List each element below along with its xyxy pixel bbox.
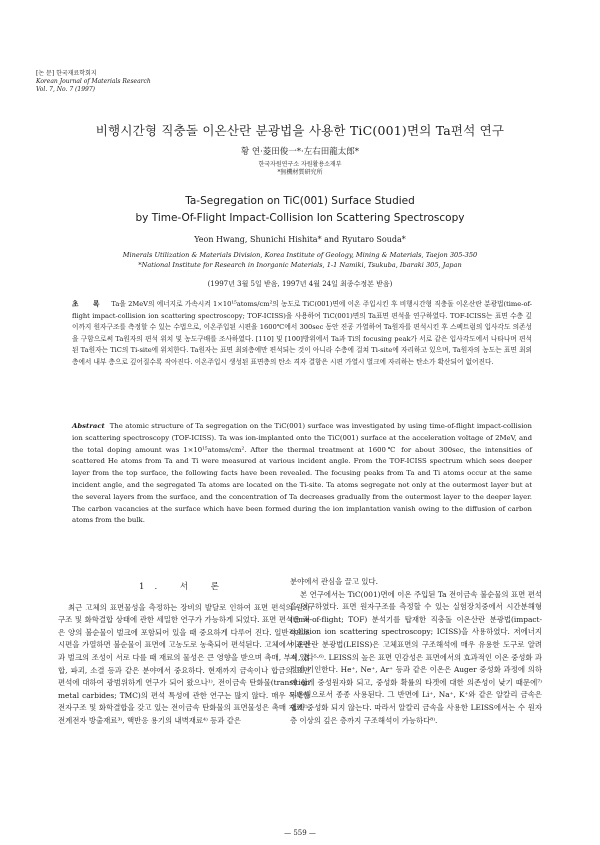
abstract-korean-text: Ta을 2MeV의 에너지로 가속시켜 1×10¹⁵atoms/cm²의 농도로 TiC(001)면에 이온 주입시킨 후 비행시간형 직충돌 이온산란 분광법(time-of-flight impact-collision ion scattering spectroscopy; TOF-ICISS)을 사용하여 TiC(001)면의 Ta표면 편석을 연구하였다. TOF-ICISS는 표면 수층 깊이까지 원자구조를 측정할 수 있는 수법으로, 이온주입된 시편을 1600℃에서 300sec 동안 진공 가열하여 Ta원자를 편석시킨 후 스펙트럼의 입사각도 의존성을 구함으로써 Ta원자의 편석 위치 및 농도구배를 조사하였다. [110] 및 [100]방위에서 Ta과 Ti의 focusing peak가 서로 같은 입사각도에서 나타나며 편석된 Ta원자는 TiC의 Ti-site에 위치한다. Ta원자는 표면 최외층에만 편석되는 것이 아니라 수층에 걸쳐 Ti-site에 자리하고 있으며, Ta원자의 농도는 표면 최외층에서 내부 층으로 깊어질수록 작아진다. 이온주입시 생성된 표면층의 탄소 격자 결함은 시편 가열시 벌크에 자리하는 탄소가 확산되어 없어진다. bbox=[72, 300, 532, 366]
journal-name-en: Korean Journal of Materials Research bbox=[36, 78, 151, 86]
abstract-english bbox=[72, 421, 532, 527]
page-number: — 559 — bbox=[284, 829, 316, 837]
title-english-line-1: Ta-Segregation on TiC(001) Surface Studied bbox=[185, 195, 415, 207]
right-column-paragraph-1: 분야에서 관심을 끌고 있다. bbox=[290, 577, 378, 586]
right-column-paragraph-2: 본 연구에서는 TiC(001)면에 이온 주입된 Ta 전이금속 불순물의 표면 편석을 연구하였다. 표면 원자구조를 측정할 수 있는 실험장치중에서 시간분해형(time-of-flight; TOF) 분석기를 탑재한 직충돌 이온산란 분광법(impact-collision ion scattering spectroscopy; ICISS)을 사용하였다. 저에너지 이온산란 분광법(LEISS)은 고체표면의 구조해석에 매우 유용한 도구로 알려져 있다⁵·⁶⁾. LEISS의 높은 표면 민감성은 표면에서의 효과적인 이온 중성화 과정에 기인한다. He⁺, Ne⁺, Ar⁺ 등과 같은 이온은 Auger 중성화 과정에 의하여 쉽게 중성원자화 되고, 중성화 확률의 타겟에 대한 의존성이 낮기 때문에⁷⁾ 이온빔으로서 종종 사용된다. 그 반면에 Li⁺, Na⁺, K⁺와 같은 알칼리 금속은 쉽게 중성화 되지 않는다. 따라서 알칼리 금속을 사용한 LEISS에서는 수 원자층 이상의 깊은 층까지 구조해석이 가능하다⁸⁾. bbox=[290, 589, 542, 725]
title-korean: 비행시간형 직충돌 이온산란 분광법을 사용한 TiC(001)면의 Ta편석 연구 bbox=[95, 123, 505, 138]
authors-korean: 황 연·菱田俊一*·左右田龍太郎* bbox=[240, 147, 360, 157]
right-column bbox=[290, 576, 542, 727]
abstract-english-text: The atomic structure of Ta segregation on the TiC(001) surface was investigated by using time-of-flight impact-collision ion scattering spectroscopy (TOF-ICISS). Ta was ion-implanted onto the TiC(001) surface at the acceleration voltage of 2MeV, and the total doping amount was 1×10¹⁵atoms/cm². After the thermal treatment at 1600℃ for about 300sec, the intensities of scattered He atoms from Ta and Ti were measured at various incident angle. From the TOF-ICISS spectrum which sees deeper layer from the top surface, the following facts have been revealed. The focusing peaks from Ta and Ti atoms occur at the same incident angle, and the segregated Ta atoms are located on the Ti-site. Ta atoms segregate not only at the outermost layer but at the several layers from the surface, and the concentration of Ta decreases gradually from the outermost layer to the deeper layer. The carbon vacancies at the surface which have been formed during the ion implantation vanish owing to the diffusion of carbon atoms from the bulk. bbox=[72, 422, 532, 525]
authors-english: Yeon Hwang, Shunichi Hishita* and Ryutaro Souda* bbox=[194, 235, 406, 244]
title-english bbox=[0, 193, 600, 227]
affiliation-english-line-1: Minerals Utilization & Materials Division, Korea Institute of Geology, Mining & Materials, Taejon 305-350 bbox=[122, 251, 478, 259]
affiliation-english-line-2: *National Institute for Research in Inorganic Materials, 1-1 Namiki, Tsukuba, Ibaraki 305, Japan bbox=[138, 261, 462, 269]
received-dates: (1997년 3월 5일 받음, 1997년 4월 24일 최종수정본 받음) bbox=[207, 280, 393, 288]
journal-header bbox=[36, 70, 151, 95]
abstract-korean-label: 초 록 bbox=[72, 300, 106, 308]
abstract-english-label: Abstract bbox=[72, 422, 105, 430]
section-heading-introduction: 1. 서 론 bbox=[139, 582, 229, 592]
title-english-line-2: by Time-Of-Flight Impact-Collision Ion Scattering Spectroscopy bbox=[135, 212, 465, 224]
journal-name-ko: [논 문] 한국재료학회지 bbox=[36, 70, 97, 77]
left-column bbox=[58, 576, 310, 728]
left-column-paragraph: 최근 고체의 표면물성을 측정하는 장비의 발달로 인하여 표면 편석의 원자구조 및 화학결합 상태에 관한 세밀한 연구가 가능하게 되었다. 표면 편석은 적은 양의 불순물이 벌크에 포함되어 있을 때 중요하게 다루어 진다. 일반적으로 시편을 가열하면 불순물이 표면에 고농도로 농축되어 편석된다. 고체에서 표면과 벌크의 조성이 서로 다를 때 재료의 물성은 큰 영향을 받으며 촉매, 부식, 접합, 파괴, 소결 등과 같은 분야에서 중요하다. 현재까지 금속이나 합금의 표면 편석에 대하여 광범위하게 연구가 되어 왔으나¹⁾, 전이금속 탄화물(transition metal carbides; TMC)의 편석 특성에 관한 연구는 많지 않다. 매우 독특한 전자구조 및 화학결합을 갖고 있는 전이금속 탄화물의 표면물성은 촉매 재료²⁾, 전계전자 방출재료³⁾, 핵반응 용기의 내벽재료⁴⁾ 등과 같은 bbox=[58, 602, 310, 725]
abstract-korean bbox=[72, 299, 532, 369]
affiliation-korean bbox=[0, 161, 600, 177]
affiliation-korean-line-2: *無機材質研究所 bbox=[277, 169, 323, 176]
journal-volume: Vol. 7, No. 7 (1997) bbox=[36, 86, 96, 94]
affiliation-korean-line-1: 한국자원연구소 자원활용소재부 bbox=[258, 161, 342, 168]
affiliation-english bbox=[0, 250, 600, 270]
